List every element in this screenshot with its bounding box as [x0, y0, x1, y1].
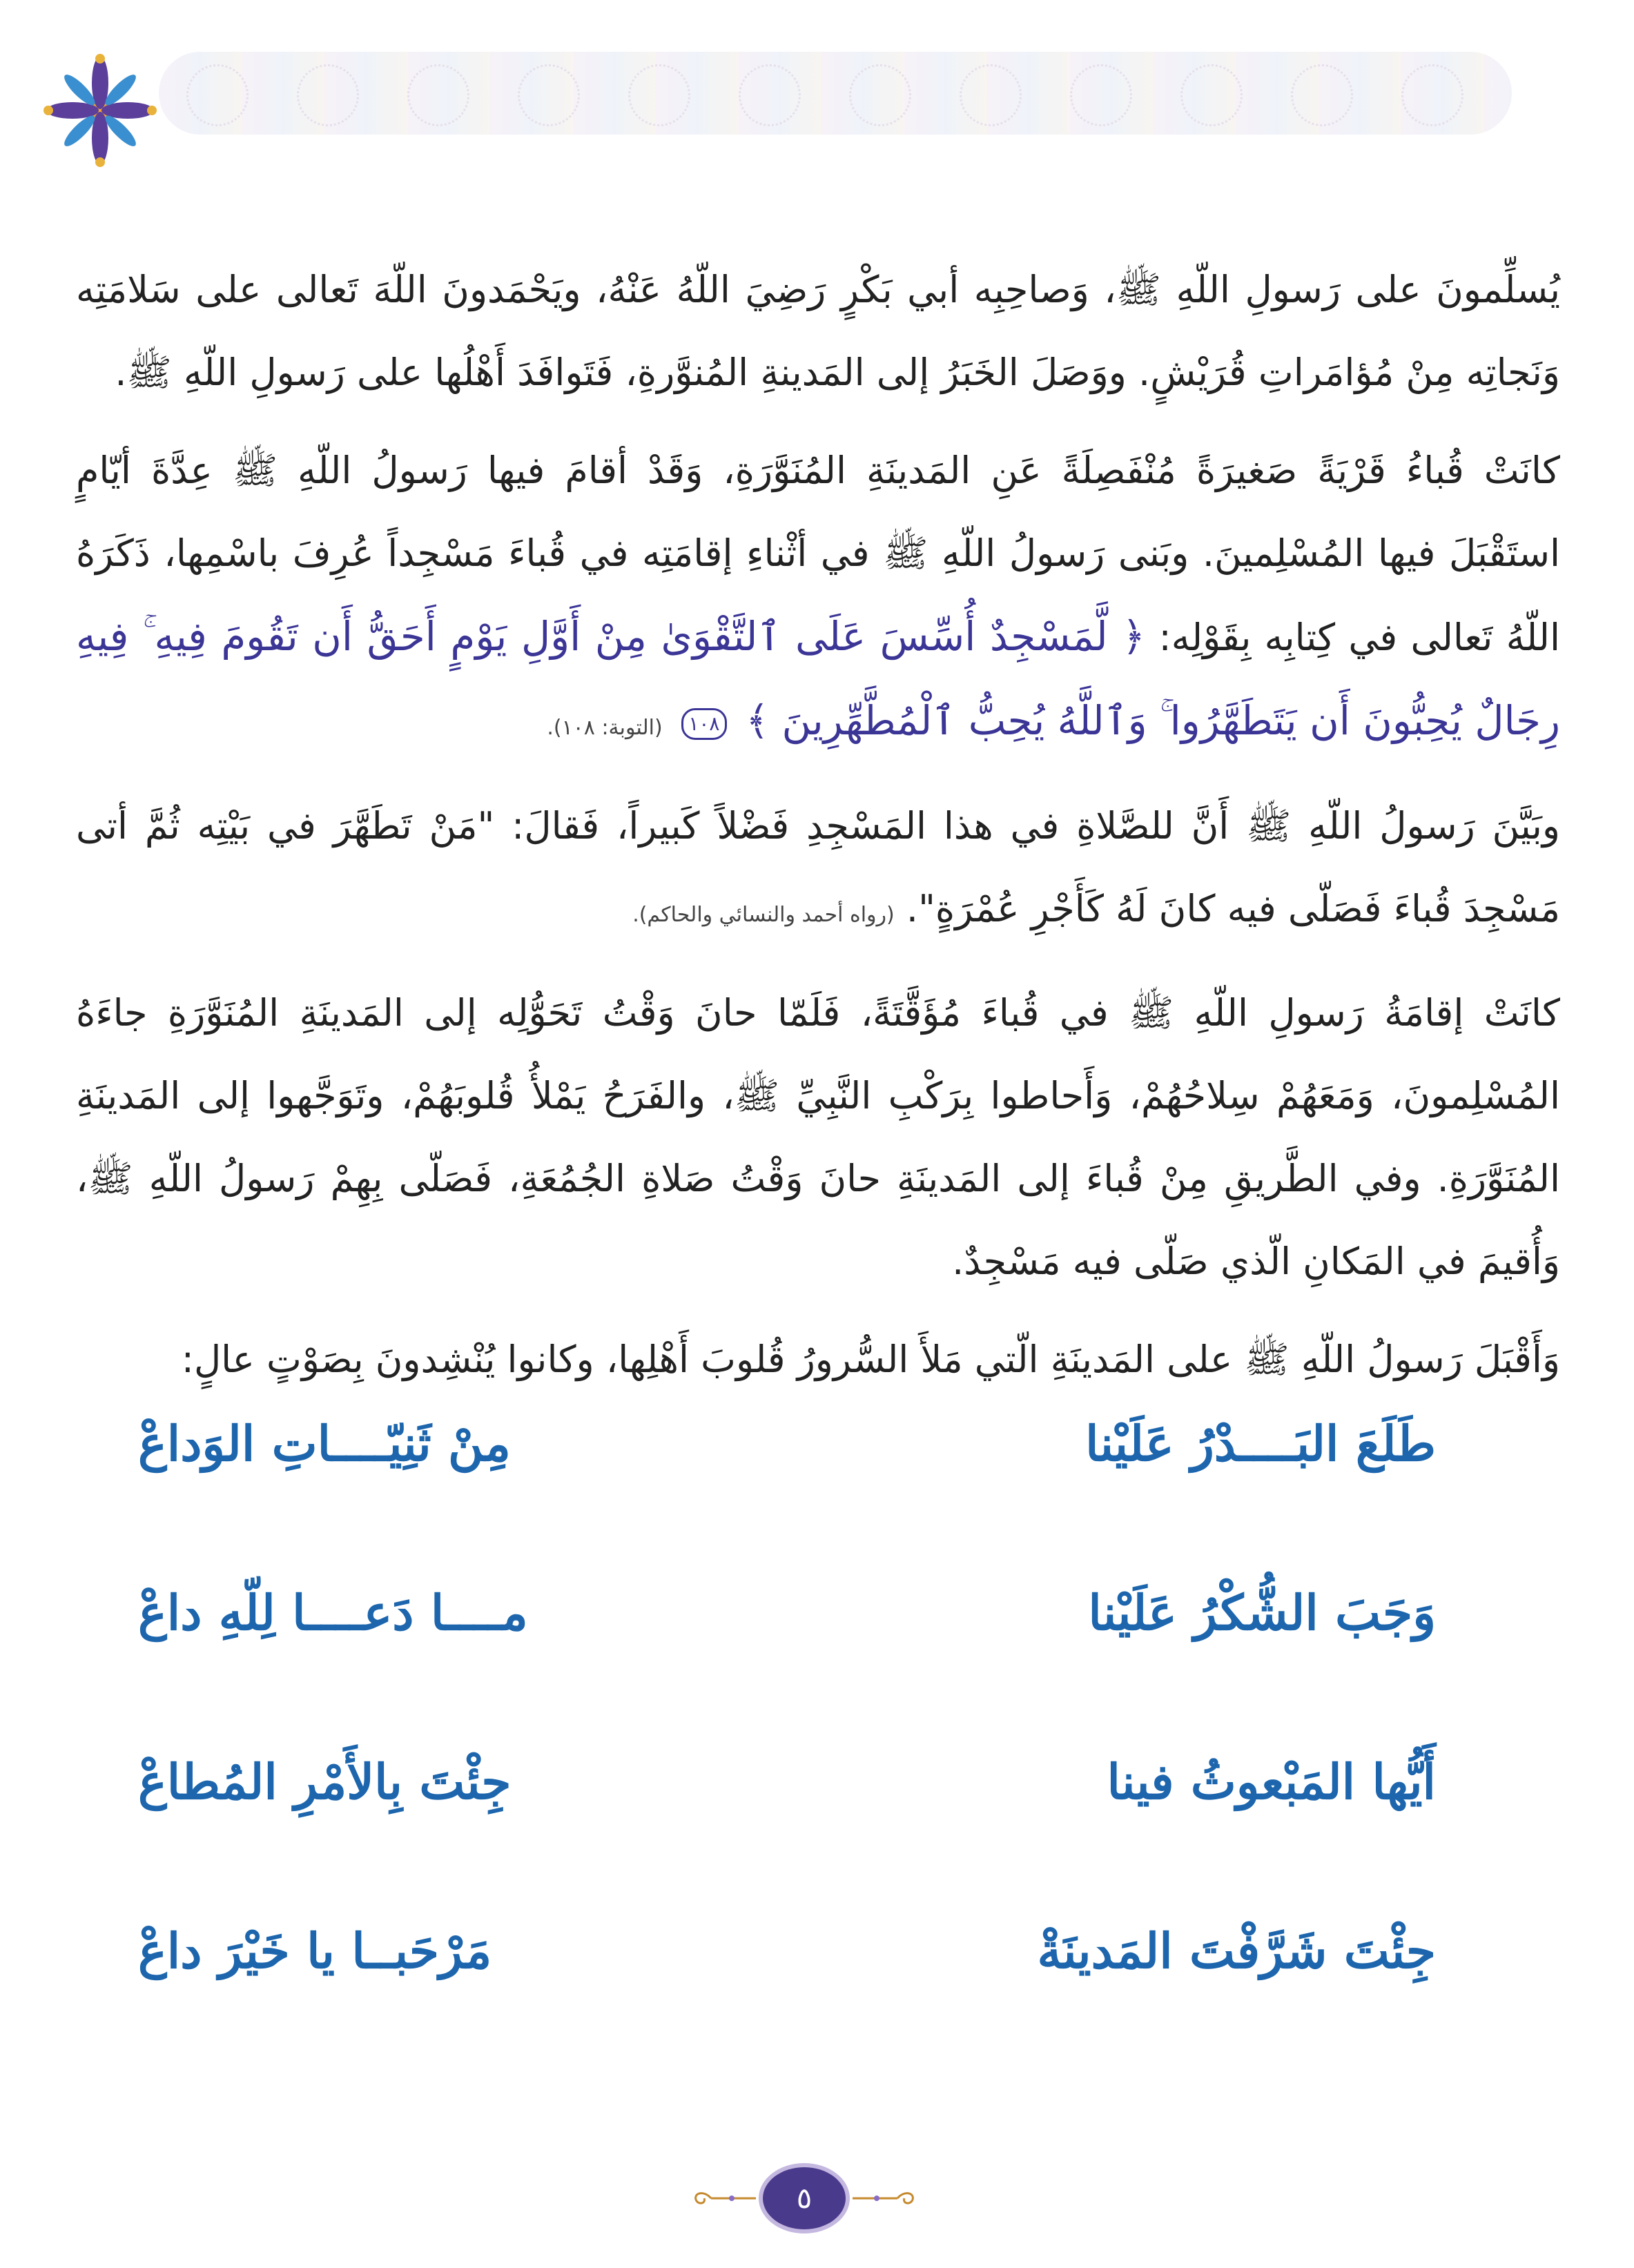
paragraph-journey: كانَتْ إقامَةُ رَسولِ اللّهِ ﷺ في قُباءَ مُؤَقَّتَةً، فَلَمّا حانَ وَقْتُ تَحَوُّلِه إلى المَدينَةِ المُنَوَّرَةِ جاءَهُ المُسْلِمونَ، وَمَعَهُمْ سِلاحُهُمْ، وَأَحاطوا بِرَكْبِ النَّبِيِّ ﷺ، والفَرَحُ يَمْلأُ قُلوبَهُمْ، وتَوَجَّهوا إلى المَدينَةِ المُنَوَّرَةِ. وفي الطَّريقِ مِنْ قُباءَ إلى المَدينَةِ حانَ وَقْتُ صَلاةِ الجُمُعَةِ، فَصَلّى بِهِمْ رَسولُ اللّهِ ﷺ، وَأُقيمَ في المَكانِ الّذي صَلّى فيه مَسْجِدٌ. [76, 991, 1560, 1283]
poem-verse [138, 1570, 1436, 1739]
paragraph-hadith [76, 785, 1560, 957]
ayah-number-badge: ١٠٨ [681, 708, 727, 740]
paragraph-quba [76, 429, 1560, 770]
poem-verse [138, 1908, 1436, 2078]
poem-verse-second-hemistich: مَرْحَبــا يا خَيْرَ داعْ [138, 1922, 492, 1979]
quran-reference: (التوبة: ١٠٨). [547, 716, 663, 740]
floral-ornament-icon [41, 52, 159, 169]
poem-verse-second-hemistich: مــــا دَعــــا لِلّهِ داعْ [138, 1584, 528, 1641]
scroll-ornament-icon [853, 2191, 918, 2205]
poem-verse-first-hemistich: أَيُّها المَبْعوثُ فينا [1107, 1753, 1436, 1810]
paragraph-hadith-text: وبَيَّنَ رَسولُ اللّهِ ﷺ أَنَّ للصَّلاةِ في هذا المَسْجِدِ فَضْلاً كَبيراً، فَقالَ: "مَنْ تَطَهَّرَ في بَيْتِه ثُمَّ أتى مَسْجِدَ قُباءَ فَصَلّى فيه كانَ لَهُ كَأَجْرِ عُمْرَةٍ". [76, 804, 1560, 930]
poem-verse-first-hemistich: جِئْتَ شَرَّفْتَ المَدينَةْ [1037, 1922, 1436, 1979]
poem-verse-first-hemistich: وَجَبَ الشُّكْرُ عَلَيْنا [1088, 1584, 1436, 1641]
lesson-body [76, 248, 1560, 1416]
poem-verse-second-hemistich: مِنْ ثَنِيّــــاتِ الوَداعْ [138, 1415, 511, 1472]
poem-verse-first-hemistich: طَلَعَ البَــــدْرُ عَلَيْنا [1085, 1415, 1436, 1472]
paragraph-quba-text: كانَتْ قُباءُ قَرْيَةً صَغيرَةً مُنْفَصِلَةً عَنِ المَدينَةِ المُنَوَّرَةِ، وَقَدْ أقامَ فيها رَسولُ اللّهِ ﷺ عِدَّةَ أيّامٍ استَقْبَلَ فيها المُسْلِمينَ. وبَنى رَسولُ اللّهِ ﷺ في أثْناءِ إقامَتِه في قُباءَ مَسْجِداً عُرِفَ باسْمِها، ذَكَرَهُ اللّهُ تَعالى في كِتابِه بِقَوْلِه: [76, 449, 1561, 659]
poem [138, 1401, 1436, 2078]
paragraph-welcome: وَأَقْبَلَ رَسولُ اللّهِ ﷺ على المَدينَةِ الّتي مَلأَ السُّرورُ قُلوبَ أَهْلِها، وكانوا يُنْشِدونَ بِصَوْتٍ عالٍ: [181, 1338, 1560, 1381]
page-footer [690, 2167, 918, 2229]
scroll-ornament-icon [690, 2191, 756, 2205]
poem-verse [138, 1401, 1436, 1570]
page-number: ٥ [763, 2167, 846, 2229]
paragraph-arrival: يُسلِّمونَ على رَسولِ اللّهِ ﷺ، وَصاحِبِه أبي بَكْرٍ رَضِيَ اللّهُ عَنْهُ، ويَحْمَدونَ اللّهَ تَعالى على سَلامَتِه وَنَجاتِه مِنْ مُؤامَراتِ قُرَيْشٍ. ووَصَلَ الخَبَرُ إلى المَدينةِ المُنوَّرةِ، فَتَوافَدَ أَهْلُها على رَسولِ اللّهِ ﷺ. [76, 268, 1560, 394]
quran-verse: ﴿ لَّمَسْجِدٌ أُسِّسَ عَلَى ٱلتَّقْوَىٰ مِنْ أَوَّلِ يَوْمٍ أَحَقُّ أَن تَقُومَ فِيهِ ۚ فِيهِ رِجَالٌ يُحِبُّونَ أَن يَتَطَهَّرُوا ۚ وَٱللَّهُ يُحِبُّ ٱلْمُطَّهِّرِينَ ﴾ [76, 613, 1560, 744]
hadith-reference: (رواه أحمد والنسائي والحاكم). [632, 903, 895, 927]
poem-verse [138, 1739, 1436, 1908]
poem-verse-second-hemistich: جِئْتَ بِالأَمْرِ المُطاعْ [138, 1753, 512, 1810]
header-decorative-band [159, 52, 1512, 135]
